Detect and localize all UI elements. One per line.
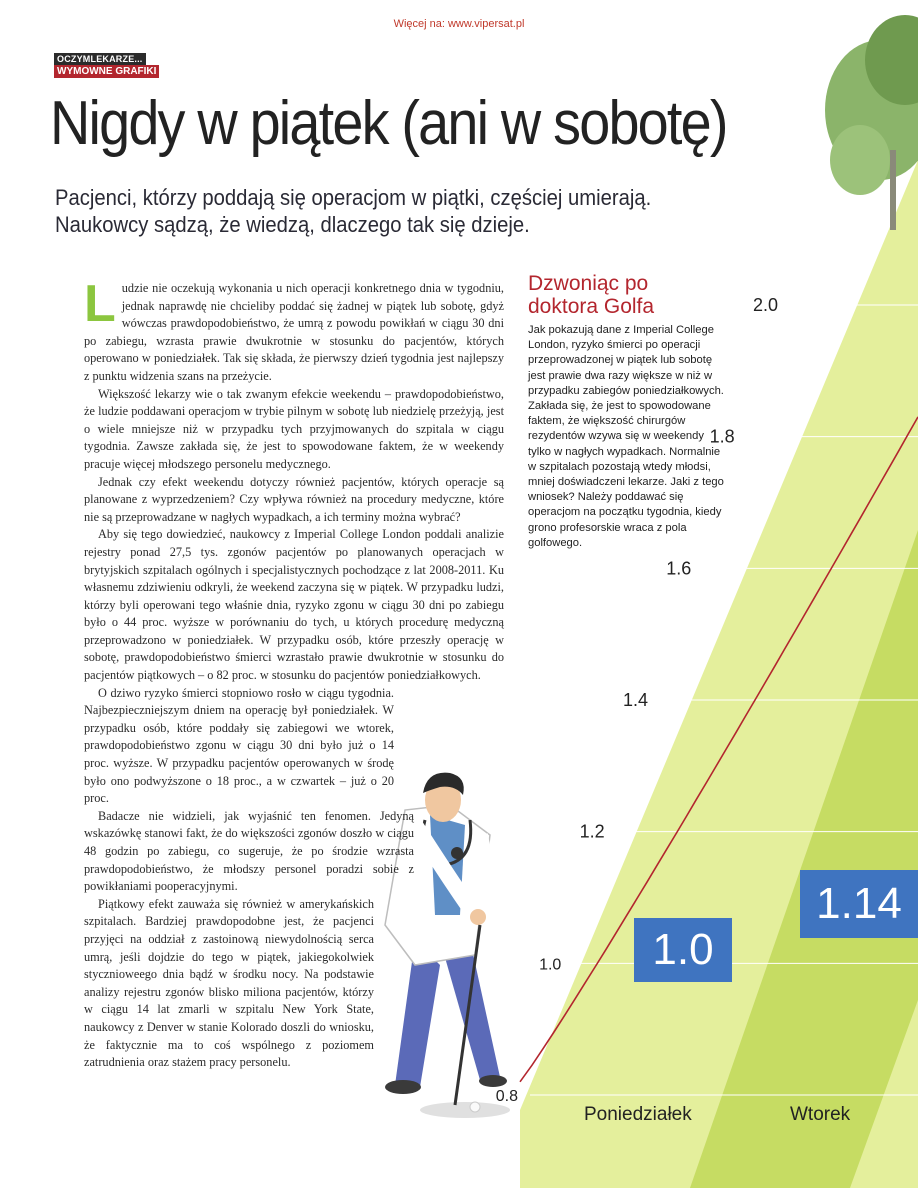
article-paragraph: Badacze nie widzieli, jak wyjaśnić ten fenomen. Jedyną wskazówkę stanowi fakt, że do większości zgonów doszło w ciągu 48 godzin po zabiegu, co sugeruje, że po środzie wzrasta prawdopodobieństwo, że młodszy personel poradzi sobie z powikłaniami pooperacyjnymi. (84, 808, 414, 894)
y-tick-label: 1.8 (709, 426, 735, 447)
article-paragraph: Aby się tego dowiedzieć, naukowcy z Imperial College London poddali analizie rejestry ponad 27,5 tys. zgonów pacjentów po planowanych operacjach w brytyjskich szpitalach ogólnych i specjalistycznych pochodzące z lat 2008-2011. Ku własnemu zdziwieniu odkryli, że weekend zaczyna się w piątek. W przypadku ludzi, którzy byli operowani tego właśnie dnia, ryzyko zgonu w ciągu 30 dni po zabiegu było o 44 proc. wyższe w porównaniu do tych, u których procedurę medyczną przeprowadzono w poniedziałek. W przypadku osób, które przeszły operację w sobotę, prawdopodobieństwo śmierci wzrastało prawie dwukrotnie w stosunku do pacjentów piątkowych – o 82 proc. w stosunku do pacjentów poniedziałkowych. (84, 527, 504, 683)
y-tick-label: 2.0 (752, 295, 778, 315)
sidebar-text: Jak pokazują dane z Imperial College London, ryzyko śmierci po operacji przeprowadzonej w piątek lub sobotę jest prawie dwa razy większe w niż w przypadku zabiegów poniedziałkowych. Zakłada się, że jest to spowodowane faktem, że większość chirurgów rezydentów wzywa się w weekendy tylko w nagłych wypadkach. Normalnie w szpitalach pozostają wtedy młodsi, mniej doświadczeni lekarze. Jaki z tego wniosek? Należy poddawać się operacjom na początku tygodnia, kiedy grono profesorskie wraca z pola golfowego. (528, 324, 724, 549)
y-tick-label: 1.0 (539, 956, 562, 974)
article-paragraph: Jednak czy efekt weekendu dotyczy również pacjentów, których operacje są planowane z wyprzedzeniem? Czy wpływa również na procedury medyczne, które nie są przeprowadzane w nagłych wypadkach, a ich terminy można wybrać? (84, 474, 504, 524)
article-paragraph: Większość lekarzy wie o tak zwanym efekcie weekendu – prawdopodobieństwo, że ludzie poddawani operacjom w trybie pilnym w sobotę lub niedzielę przeżyją, jest o wiele mniejsze niż w przypadku tych przyjmowanych do szpitala w ciągu tygodnia. Zawsze zakłada się, że jest to spowodowane faktem, że w weekendy pracuje więcej młodszego personelu medycznego. (84, 386, 504, 471)
dropcap: L (84, 275, 116, 333)
value-box-monday: 1.0 (634, 918, 732, 982)
section-tag-line1: OCZYMLEKARZE... (54, 53, 146, 65)
y-tick-label: 1.2 (579, 821, 605, 842)
page-title: Nigdy w piątek (ani w sobotę) (50, 89, 727, 158)
article-paragraph: O dziwo ryzyko śmierci stopniowo rosło w ciągu tygodnia. Najbezpieczniejszym dniem na operację był poniedziałek. W przypadku osób, które poddały się zabiegowi we wtorek, prawdopodobieństwo zgonu w ciągu 30 dni było już o 14 proc. wyższe. W przypadku pacjentów operowanych w środę było ono podwyższone o 18 proc., a w czwartek – już o 20 proc. (84, 685, 394, 806)
section-tag (54, 53, 159, 78)
y-tick-label: 0.8 (495, 1088, 518, 1105)
article-paragraph (84, 275, 504, 386)
section-tag-line2: WYMOWNE GRAFIKI (54, 65, 159, 78)
x-label-monday: Poniedziałek (584, 1104, 692, 1125)
article-body (84, 275, 504, 1072)
value-box-tuesday: 1.14 (800, 870, 918, 938)
sidebar-title: Dzwoniąc po doktora Golfa (528, 272, 655, 318)
lead-paragraph: Pacjenci, którzy poddają się operacjom w piątki, częściej umierają. Naukowcy sądzą, że wiedzą, dlaczego tak się dzieje. (55, 185, 652, 237)
article-paragraph-text: udzie nie oczekują wykonania u nich operacji konkretnego dnia w tygodniu, jednak naprawdę nie chcieliby poddać się żadnej w piątek lub sobotę, gdyż wówczas prawdopodobieństwo, że umrą z powodu powikłań w ciągu 30 dni po zabiegu, wzrasta prawie dwukrotnie w stosunku do pacjentów, których operowano w poniedziałek. Tak się składa, że pierwszy dzień tygodnia jest najlepszy z punktu widzenia szans na przeżycie. (84, 281, 504, 383)
x-label-tuesday: Wtorek (790, 1104, 851, 1125)
y-tick-label: 1.4 (622, 690, 648, 710)
y-tick-label: 1.6 (666, 558, 692, 579)
source-note: Więcej na: www.vipersat.pl (393, 18, 525, 30)
article-paragraph: Piątkowy efekt zauważa się również w amerykańskich szpitalach. Bardziej prawdopodobne jest, że pacjenci przyjęci na oddział z zastoinową niewydolnością serca umrą, jeśli dojdzie do tego w piątek, jakiegokolwiek stycznioweego dnia bądź w środku nocy. Na podstawie analizy rejestru zgonów blisko miliona pacjentów, którzy w ciągu 14 lat zmarli w szpitalu New York State, naukowcy z Denver w stanie Kolorado doszli do wniosku, że faktycznie ma to coś wspólnego z poziomem zatrudnienia oraz stażem pracy personelu. (84, 896, 374, 1070)
